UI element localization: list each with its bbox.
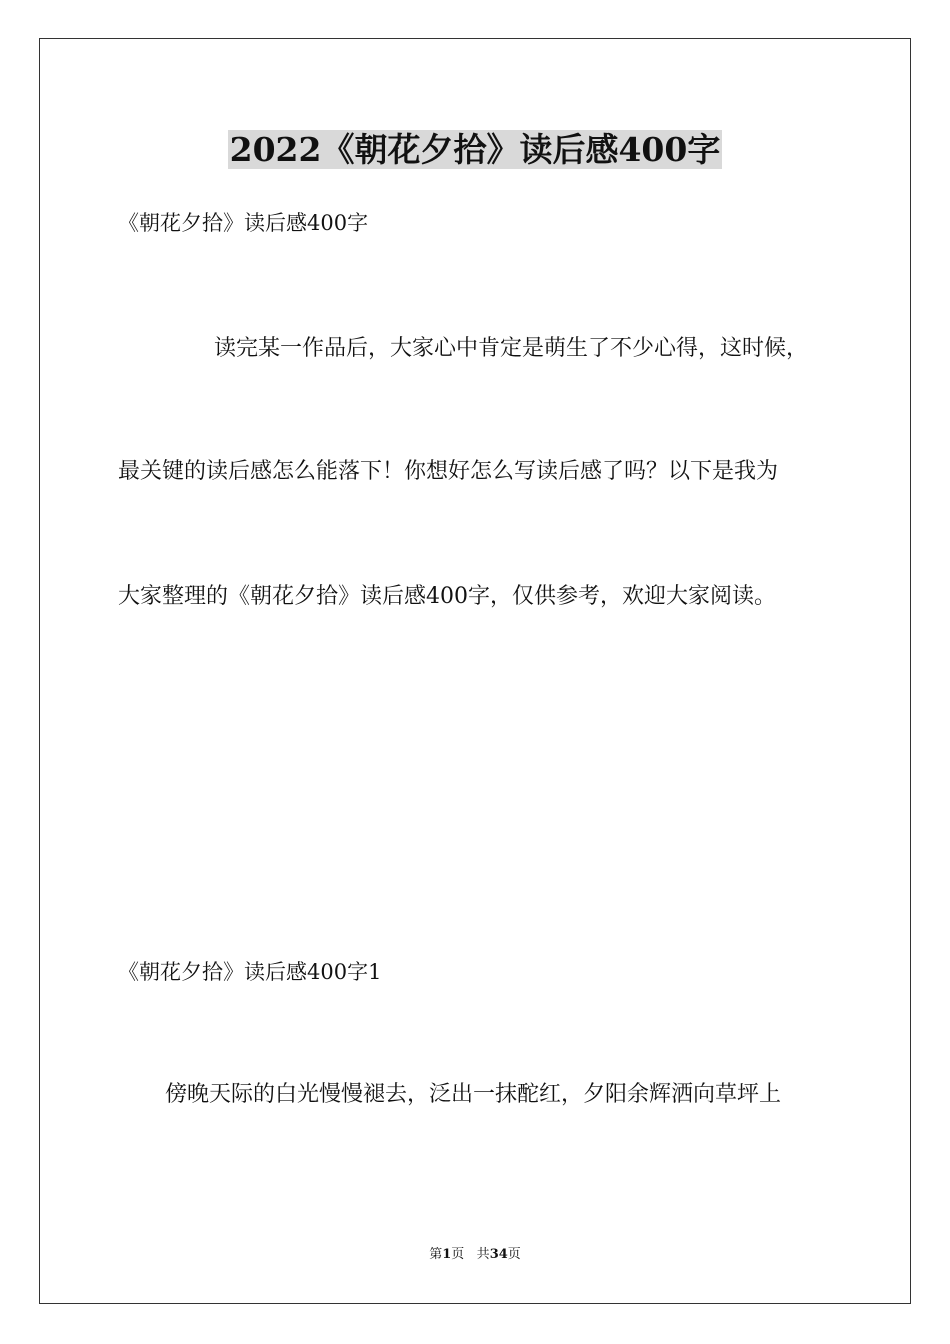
intro-line-1: 读完某一作品后，大家心中肯定是萌生了不少心得，这时候， <box>214 336 809 361</box>
page-footer <box>0 1246 950 1264</box>
intro-line-3: 大家整理的《朝花夕拾》读后感400字，仅供参考，欢迎大家阅读。 <box>118 584 776 609</box>
footer-page-prefix: 第 <box>429 1247 443 1262</box>
document-subtitle: 《朝花夕拾》读后感400字 <box>118 211 369 235</box>
footer-page-suffix: 页 <box>451 1247 465 1262</box>
intro-line-2: 最关键的读后感怎么能落下！你想好怎么写读后感了吗？以下是我为 <box>118 459 779 484</box>
footer-total-prefix: 共 <box>476 1247 490 1262</box>
footer-total-pages: 34 <box>489 1247 508 1262</box>
section-heading: 《朝花夕拾》读后感400字1 <box>118 960 382 984</box>
document-title-text: 2022《朝花夕拾》读后感400字 <box>229 130 721 169</box>
section-line-1: 傍晚天际的白光慢慢褪去，泛出一抹酡红，夕阳余辉洒向草坪上 <box>165 1082 782 1107</box>
footer-page-number: 1 <box>442 1247 452 1262</box>
document-title <box>0 126 950 174</box>
footer-total-suffix: 页 <box>507 1247 521 1262</box>
